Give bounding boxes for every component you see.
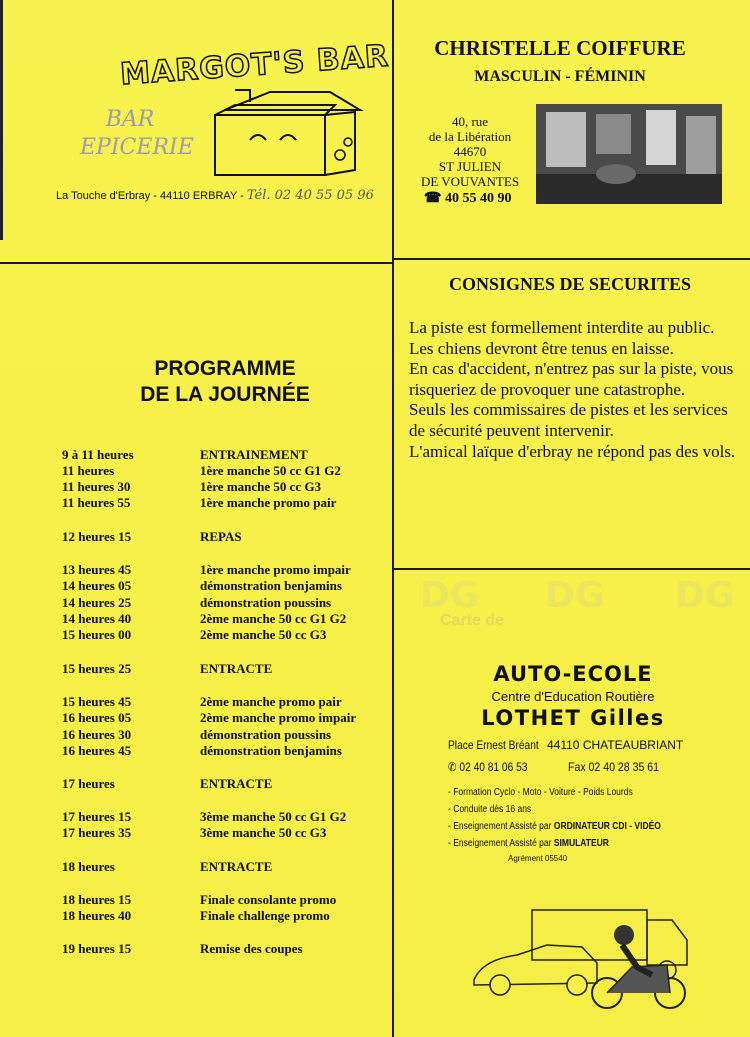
autoecole-tel (448, 760, 527, 774)
consigne-paragraph: L'amical laïque d'erbray ne répond pas des vols. (409, 441, 736, 461)
programme-activity: Finale consolante promo (200, 892, 337, 907)
christelle-address-line: 40, rue (451, 114, 489, 129)
horizontal-divider-right-bottom (392, 568, 750, 570)
programme-time: 17 heures 15 (62, 809, 132, 824)
consignes-title: CONSIGNES DE SECURITES (448, 274, 692, 294)
programme-row (0, 859, 392, 876)
programme-row (0, 710, 392, 727)
programme-activity: 2ème manche promo pair (200, 694, 342, 709)
service-item: - Enseignement Assisté par ORDINATEUR CDI - VIDÉO (448, 821, 661, 832)
programme-activity: ENTRACTE (200, 661, 273, 676)
programme-activity: ENTRACTE (200, 776, 273, 791)
margots-bar-logo: MARGOT'S BAR (119, 38, 391, 93)
programme-time: 14 heures 40 (62, 611, 132, 626)
phone-icon: ✆ (448, 760, 457, 774)
programme-time: 17 heures 35 (62, 825, 132, 840)
christelle-tel-number: 40 55 40 90 (444, 191, 512, 206)
programme-row (0, 529, 392, 546)
autoecole-address: Place Ernest Bréant (448, 738, 539, 752)
programme-activity: REPAS (200, 529, 242, 544)
programme-time: 11 heures (62, 463, 115, 478)
programme-activity: 2ème manche promo impair (200, 710, 357, 725)
programme-row (0, 562, 392, 579)
programme-activity: 2ème manche 50 cc G1 G2 (200, 611, 347, 626)
service-item: - Enseignement Assisté par SIMULATEUR (448, 838, 609, 849)
christelle-address-line: DE VOUVANTES (420, 174, 520, 189)
christelle-address (412, 114, 528, 189)
salon-photo (536, 104, 722, 204)
autoecole-title: AUTO-ECOLE (493, 662, 653, 686)
programme-activity: 1ère manche promo pair (200, 495, 337, 510)
programme-activity: 1ère manche 50 cc G3 (200, 479, 322, 494)
autoecole-agrement: Agrément 05540 (508, 854, 568, 863)
margots-tel: Tél. 02 40 55 05 96 (246, 188, 374, 203)
programme-time: 14 heures 25 (62, 595, 132, 610)
programme-activity: démonstration poussins (200, 727, 332, 742)
christelle-address-line: ST JULIEN (438, 159, 502, 174)
bar-epicerie-label (80, 106, 194, 162)
programme-time: 14 heures 05 (62, 578, 132, 593)
autoecole-city: 44110 CHATEAUBRIANT (547, 738, 684, 752)
programme-title (100, 356, 350, 408)
programme-activity: 1ère manche 50 cc G1 G2 (200, 463, 341, 478)
christelle-subtitle: MASCULIN - FÉMININ (474, 68, 646, 85)
margots-address-text: La Touche d'Erbray - 44110 ERBRAY - (56, 190, 247, 202)
programme-time: 11 heures 55 (62, 495, 131, 510)
programme-activity: ENTRACTE (200, 859, 273, 874)
autoecole-tel-number: 02 40 81 06 53 (459, 760, 528, 774)
programme-time: 16 heures 05 (62, 710, 132, 725)
scan-edge (0, 0, 3, 240)
horizontal-divider-right-top (392, 258, 750, 260)
bar-counter-illustration (210, 80, 370, 185)
programme-row (0, 908, 392, 925)
programme-activity: démonstration benjamins (200, 578, 342, 593)
telephone-icon: ☎ (424, 191, 442, 206)
autoecole-subtitle: Centre d'Education Routière (491, 689, 655, 704)
programme-time: 12 heures 15 (62, 529, 132, 544)
autoecole-fax: Fax 02 40 28 35 61 (568, 760, 660, 774)
programme-time: 15 heures 00 (62, 627, 132, 642)
epicerie-label: EPICERIE (80, 135, 194, 160)
programme-row (0, 743, 392, 760)
consigne-paragraph: Seuls les commissaires de pistes et les services de sécurité peuvent intervenir. (409, 400, 728, 440)
programme-time: 9 à 11 heures (62, 447, 134, 462)
programme-time: 15 heures 45 (62, 694, 132, 709)
watermark-dg: DG (420, 575, 480, 616)
programme-row (0, 941, 392, 958)
programme-row (0, 892, 392, 909)
autoecole-name: LOTHET Gilles (481, 706, 665, 730)
horizontal-divider-left (0, 262, 393, 264)
programme-time: 16 heures 45 (62, 743, 132, 758)
programme-activity: ENTRAINEMENT (200, 447, 308, 462)
programme-row (0, 776, 392, 793)
christelle-address-line: de la Libération (428, 129, 512, 144)
programme-row (0, 595, 392, 612)
programme-activity: 1ère manche promo impair (200, 562, 351, 577)
christelle-address-line: 44670 (453, 144, 487, 159)
programme-time: 18 heures (62, 859, 115, 874)
service-item: - Conduite dès 16 ans (448, 804, 532, 815)
watermark-dg: DG (675, 575, 735, 616)
programme-time: 13 heures 45 (62, 562, 132, 577)
vehicles-illustration (472, 905, 692, 1015)
programme-activity: 3ème manche 50 cc G1 G2 (200, 809, 347, 824)
christelle-tel (424, 190, 511, 207)
programme-activity: 2ème manche 50 cc G3 (200, 627, 327, 642)
programme-row (0, 479, 392, 496)
margots-address (56, 188, 374, 203)
programme-row (0, 627, 392, 644)
service-item: - Formation Cyclo - Moto - Voiture - Poids Lourds (448, 787, 633, 798)
autoecole-services (448, 784, 661, 852)
consigne-paragraph: En cas d'accident, n'entrez pas sur la piste, vous risqueriez de provoquer une catastrophe. (409, 359, 734, 399)
programme-row (0, 694, 392, 711)
programme-activity: démonstration poussins (200, 595, 332, 610)
programme-row (0, 578, 392, 595)
vertical-divider (392, 0, 394, 1037)
programme-row (0, 611, 392, 628)
watermark-dg: DG (545, 575, 605, 616)
programme-row (0, 661, 392, 678)
consignes-body (409, 318, 739, 462)
programme-title-line1: PROGRAMME (154, 357, 296, 380)
programme-title-line2: DE LA JOURNÉE (140, 383, 310, 406)
programme-row (0, 727, 392, 744)
programme-time: 17 heures (62, 776, 115, 791)
christelle-title: CHRISTELLE COIFFURE (434, 36, 686, 60)
programme-activity: Finale challenge promo (200, 908, 330, 923)
consigne-paragraph: La piste est formellement interdite au public. (409, 318, 715, 337)
bar-label: BAR (105, 107, 155, 132)
programme-row (0, 825, 392, 842)
programme-row (0, 447, 392, 464)
programme-time: 19 heures 15 (62, 941, 132, 956)
consigne-paragraph: Les chiens devront être tenus en laisse. (409, 338, 674, 358)
programme-time: 11 heures 30 (62, 479, 131, 494)
programme-row (0, 463, 392, 480)
programme-activity: 3ème manche 50 cc G3 (200, 825, 327, 840)
programme-time: 18 heures 15 (62, 892, 132, 907)
programme-row (0, 495, 392, 512)
programme-time: 18 heures 40 (62, 908, 132, 923)
programme-activity: démonstration benjamins (200, 743, 342, 758)
programme-row (0, 809, 392, 826)
watermark-carte: Carte de (440, 612, 505, 629)
programme-time: 16 heures 30 (62, 727, 132, 742)
programme-time: 15 heures 25 (62, 661, 132, 676)
programme-activity: Remise des coupes (200, 941, 303, 956)
